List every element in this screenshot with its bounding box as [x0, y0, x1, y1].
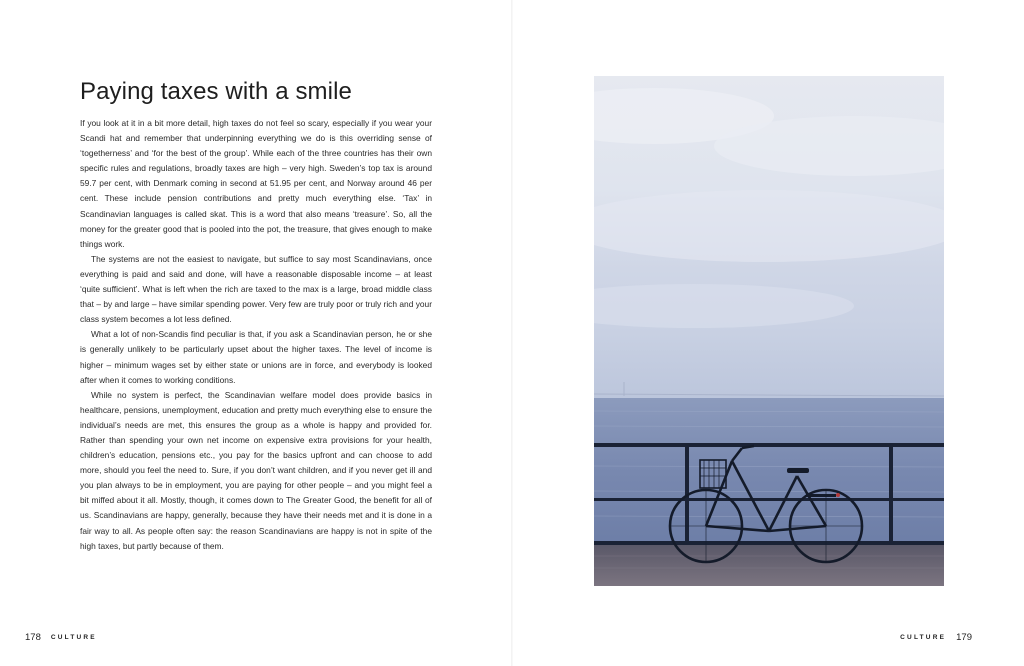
paragraph: While no system is perfect, the Scandinavian welfare model does provide basics in healthcare, pensions, unemployment, education and pretty much everything else to ensure the individual’s needs are met, this ensures the group as a whole is happy and provided for. Rather than spending your own net income on expensive extra provisions for your health, children’s education, pensions etc., you pay for the basics upfront and can choose to add more, should you feel the need to. Sure, if you don’t want children, and if you never get ill and you plan always to be in employment, you are paying for other people – and you might feel a bit miffed about it all. Mostly, though, it comes down to The Greater Good, the benefit for all of us. Scandinavians are happy, generally, because they have their needs met and it is done in a fair way to all. As people often say: the reason Scandinavians are happy is not in spite of the high taxes, but partly because of them. — [80, 389, 432, 551]
bicycle-photo — [594, 76, 944, 586]
page-number: 179 — [956, 632, 972, 643]
paragraph: The systems are not the easiest to navigate, but suffice to say most Scandinavians, once everything is paid and said and done, will have a reasonable disposable income – at least ‘quite sufficient’. What is left when the rich are taxed to the max is a large, broad middle class that – by and large – have similar spending power. Very few are truly poor or truly rich and your class system becomes a lot less defined. — [80, 253, 432, 325]
page-number: 178 — [25, 632, 41, 643]
article-body — [80, 116, 432, 554]
section-label: CULTURE — [900, 634, 947, 641]
paragraph: What a lot of non-Scandis find peculiar is that, if you ask a Scandinavian person, he or she is generally unlikely to be particularly upset about the higher taxes. The level of income is higher – minimum wages set by either state or unions are in force, and everybody is looked after when it comes to working conditions. — [80, 329, 432, 385]
left-folio — [25, 631, 107, 646]
section-label: CULTURE — [50, 634, 97, 641]
right-folio — [890, 631, 972, 646]
page-title: Paying taxes with a smile — [80, 78, 352, 106]
paragraph: If you look at it in a bit more detail, high taxes do not feel so scary, especially if you wear your Scandi hat and remember that underpinning everything we do is this overriding sense of ‘togetherness’ and ‘for the best of the group’. While each of the three countries has their own specific rules and regulations, broadly taxes are high – very high. Sweden’s top tax is around 59.7 per cent, with Denmark coming in second at 51.95 per cent, and Norway around 46 per cent. These include pension contributions and pretty much everything else. ‘Tax’ in Scandinavian languages is called skat. This is a word that also means ‘treasure’. So, all the money for the greater good that is pooled into the pot, the treasure, that gives enough to make things work. — [80, 118, 432, 249]
